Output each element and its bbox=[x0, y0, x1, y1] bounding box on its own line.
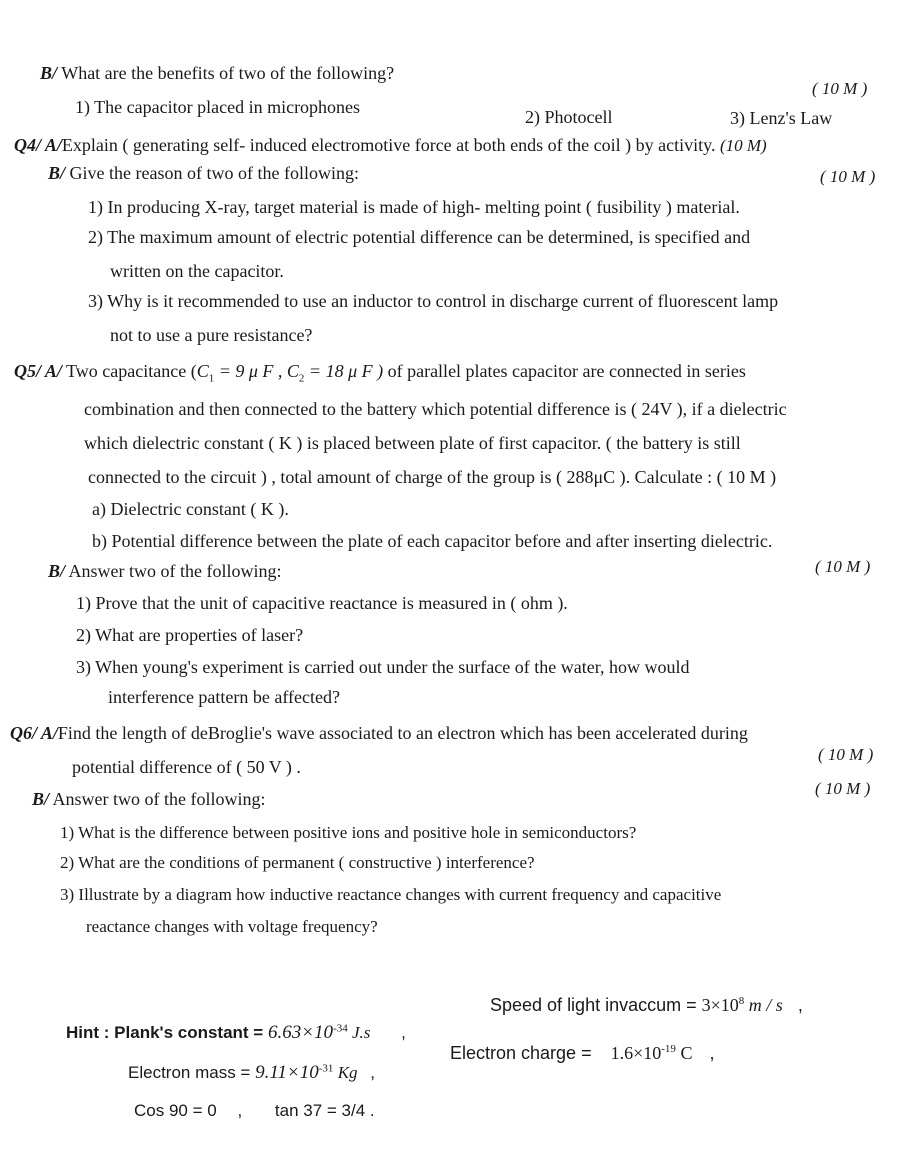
q5-c1-sub: 1 bbox=[208, 372, 215, 385]
q4b-text: Give the reason of two of the following: bbox=[69, 163, 359, 183]
q6a-line bbox=[10, 722, 748, 744]
q5-line4: connected to the circuit ) , total amount of charge of the group is ( 288μC ). Calculate : ( 10 M ) bbox=[88, 467, 777, 487]
q4b-item2: 2) The maximum amount of electric potential difference can be determined, is specified and bbox=[88, 227, 751, 247]
q5-c1: C bbox=[196, 361, 209, 381]
hint-label: Hint : bbox=[66, 1023, 110, 1042]
hint-mass-value: 9.11×10 bbox=[255, 1062, 319, 1083]
hint-planck-label: Plank's constant = bbox=[114, 1023, 264, 1042]
hint-sep2: , bbox=[797, 995, 803, 1015]
q4a-line bbox=[14, 134, 767, 157]
hint-charge bbox=[450, 1042, 714, 1064]
q6-text-cont: potential difference of ( 50 V ) . bbox=[72, 757, 301, 777]
q4b-label: B/ bbox=[48, 163, 66, 183]
q5-c2-sub: 2 bbox=[298, 372, 305, 385]
q5-line2: combination and then connected to the battery which potential difference is ( 24V ), if a dielectric bbox=[84, 399, 787, 419]
hint-planck bbox=[66, 1022, 406, 1044]
q3b-item3: 3) Lenz's Law bbox=[730, 108, 833, 128]
q4b-item2-cont: written on the capacitor. bbox=[110, 261, 284, 281]
hint-light bbox=[490, 994, 803, 1016]
hint-sep3: , bbox=[370, 1063, 375, 1082]
hint-charge-unit: C bbox=[675, 1043, 693, 1063]
q5b-line bbox=[48, 560, 282, 582]
q4b-item3: 3) Why is it recommended to use an inductor to control in discharge current of fluorescent lamp bbox=[88, 291, 779, 311]
q5b-item2: 2) What are properties of laser? bbox=[76, 625, 304, 645]
hint-mass-exp: -31 bbox=[318, 1062, 334, 1075]
hint-mass-unit: Kg bbox=[333, 1063, 358, 1082]
hint-mass bbox=[128, 1062, 375, 1084]
q4b-line bbox=[48, 162, 359, 184]
q4b-marks: ( 10 M ) bbox=[820, 167, 876, 186]
hint-charge-exp: -19 bbox=[661, 1043, 676, 1055]
q5a-line1 bbox=[14, 360, 746, 385]
q6b-marks: ( 10 M ) bbox=[815, 779, 871, 798]
hint-sep5: , bbox=[237, 1101, 243, 1120]
q3b-marks: ( 10 M ) bbox=[812, 79, 868, 98]
q3b-item1: 1) The capacitor placed in microphones bbox=[75, 97, 361, 117]
hint-mass-label: Electron mass = bbox=[128, 1063, 251, 1082]
q6b-line bbox=[32, 788, 266, 810]
q6b-item3-cont: reactance changes with voltage frequency? bbox=[86, 917, 378, 936]
q5-part-b: b) Potential difference between the plate of each capacitor before and after inserting dielectric. bbox=[92, 531, 773, 551]
hint-tan: tan 37 = 3/4 . bbox=[274, 1101, 375, 1120]
q6-marks: ( 10 M ) bbox=[818, 745, 874, 764]
q4b-item3-cont: not to use a pure resistance? bbox=[110, 325, 313, 345]
q5b-item3: 3) When young's experiment is carried out under the surface of the water, how would bbox=[76, 657, 690, 677]
hint-charge-value: 1.6×10 bbox=[610, 1043, 662, 1063]
q6b-text: Answer two of the following: bbox=[52, 789, 266, 809]
hint-light-label: Speed of light invaccum = bbox=[490, 995, 697, 1015]
hint-light-unit: m / s bbox=[744, 995, 783, 1015]
hint-cos: Cos 90 = 0 bbox=[134, 1101, 217, 1120]
hint-sep1: , bbox=[401, 1023, 406, 1042]
q4-marks: (10 M) bbox=[719, 136, 767, 155]
q3b-item2: 2) Photocell bbox=[525, 107, 613, 127]
q3b-line bbox=[40, 62, 394, 84]
q5-part-a: a) Dielectric constant ( K ). bbox=[92, 499, 289, 519]
q4-label: Q4/ A/ bbox=[14, 135, 62, 155]
q6-text: Find the length of deBroglie's wave associated to an electron which has been accelerated during bbox=[57, 723, 748, 743]
q5-line3: which dielectric constant ( K ) is placed between plate of first capacitor. ( the battery is still bbox=[84, 433, 741, 453]
q6-label: Q6/ A/ bbox=[10, 723, 58, 743]
q5b-item3-cont: interference pattern be affected? bbox=[108, 687, 341, 707]
q5b-marks: ( 10 M ) bbox=[815, 557, 871, 576]
q4-text: Explain ( generating self- induced electromotive force at both ends of the coil ) by activity. bbox=[61, 135, 716, 155]
hint-charge-label: Electron charge = bbox=[450, 1043, 592, 1063]
q5b-text: Answer two of the following: bbox=[68, 561, 282, 581]
q4b-item1: 1) In producing X-ray, target material is made of high- melting point ( fusibility ) material. bbox=[88, 197, 740, 217]
q5-c2-val: = 18 μ F ) bbox=[304, 361, 384, 381]
q3b-label: B/ bbox=[40, 63, 58, 83]
q5-label: Q5/ A/ bbox=[14, 361, 62, 381]
q6b-label: B/ bbox=[32, 789, 50, 809]
q6b-item3: 3) Illustrate by a diagram how inductive reactance changes with current frequency and capacitive bbox=[60, 885, 722, 904]
hint-planck-value: 6.63×10 bbox=[267, 1022, 334, 1043]
q5-line1-b: of parallel plates capacitor are connected in series bbox=[383, 361, 746, 381]
hint-light-value: 3×10 bbox=[701, 995, 739, 1015]
q6b-item1: 1) What is the difference between positive ions and positive hole in semiconductors? bbox=[60, 823, 637, 842]
q5-c1-val: = 9 μ F , bbox=[214, 361, 283, 381]
hint-sep4: , bbox=[709, 1043, 715, 1063]
q5b-label: B/ bbox=[48, 561, 66, 581]
q5-c2: C bbox=[282, 361, 299, 381]
hint-planck-unit: J.s bbox=[347, 1023, 371, 1042]
q5b-item1: 1) Prove that the unit of capacitive reactance is measured in ( ohm ). bbox=[76, 593, 568, 613]
q6b-item2: 2) What are the conditions of permanent ( constructive ) interference? bbox=[60, 853, 535, 872]
q5-line1-a: Two capacitance ( bbox=[66, 361, 197, 381]
q3b-text: What are the benefits of two of the following? bbox=[61, 63, 395, 83]
hint-trig bbox=[134, 1100, 375, 1122]
hint-light-exp: 8 bbox=[738, 995, 745, 1007]
hint-planck-exp: -34 bbox=[333, 1022, 348, 1035]
